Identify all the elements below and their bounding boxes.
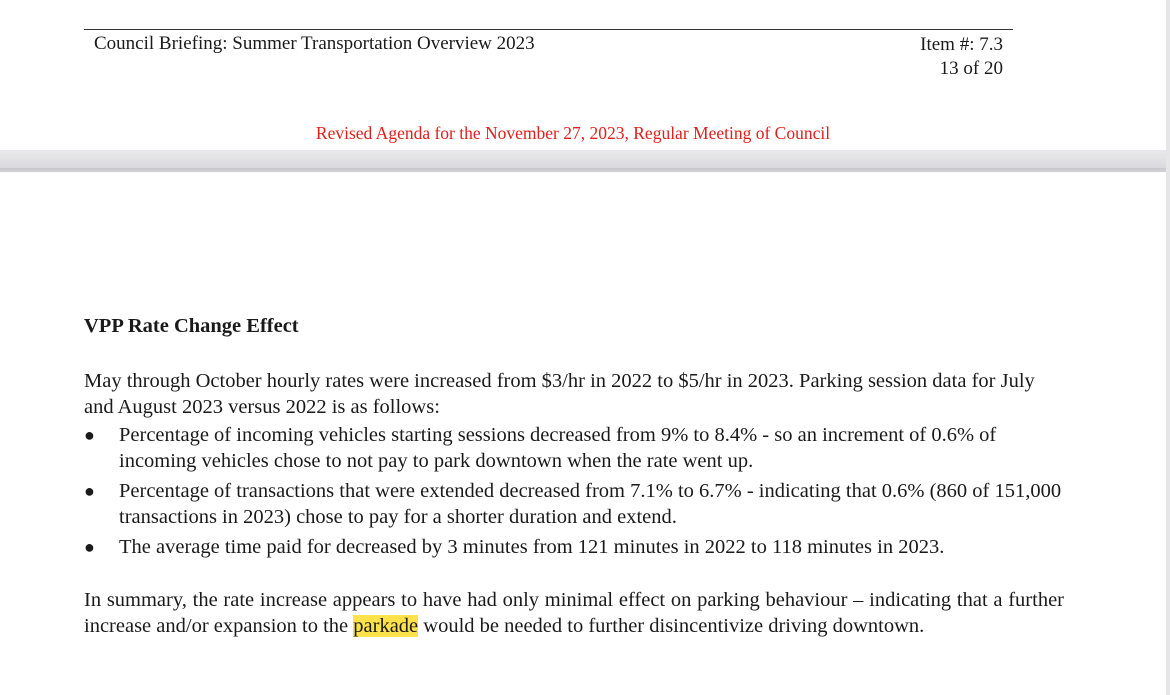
list-item-text: The average time paid for decreased by 3 minutes from 121 minutes in 2022 to 118 minutes in 2023. xyxy=(119,536,945,558)
bullet-icon: ● xyxy=(84,425,95,445)
intro-paragraph: May through October hourly rates were increased from $3/hr in 2022 to $5/hr in 2023. Parking session data for July and August 2023 versus 2022 is as follows: xyxy=(84,370,1035,418)
item-number: Item #: 7.3 xyxy=(920,34,1003,55)
findings-list xyxy=(84,422,1064,564)
item-info xyxy=(920,33,1003,81)
summary-text-end: would be needed to further disincentivize driving downtown. xyxy=(418,615,925,637)
highlighted-word[interactable]: parkade xyxy=(353,615,419,637)
viewer-right-edge xyxy=(1166,0,1170,695)
bullet-icon: ● xyxy=(84,481,95,501)
list-item-text: Percentage of transactions that were extended decreased from 7.1% to 6.7% - indicating that 0.6% (860 of 151,000 transactions in 2023) chose to pay for a shorter duration and extend. xyxy=(119,480,1062,528)
page-14 xyxy=(0,173,1166,695)
list-item xyxy=(84,478,1064,530)
list-item xyxy=(84,534,1064,560)
list-item xyxy=(84,422,1064,474)
revised-agenda-note: Revised Agenda for the November 27, 2023, Regular Meeting of Council xyxy=(315,123,831,143)
bullet-icon: ● xyxy=(84,537,95,557)
page-count: 13 of 20 xyxy=(939,58,1003,79)
section-heading: VPP Rate Change Effect xyxy=(84,315,299,337)
page-13-footer-area xyxy=(0,0,1170,150)
summary-text-start: In summary, the rate increase appears to have had only minimal effect on parking behaviour – indicating that a further increase and/or expansion to the xyxy=(84,589,1064,637)
header-rule xyxy=(84,29,1013,30)
list-item-text: Percentage of incoming vehicles starting sessions decreased from 9% to 8.4% - so an increment of 0.6% of incoming vehicles chose to not pay to park downtown when the rate went up. xyxy=(119,424,997,472)
summary-paragraph xyxy=(84,587,1064,639)
document-title: Council Briefing: Summer Transportation Overview 2023 xyxy=(94,33,535,54)
